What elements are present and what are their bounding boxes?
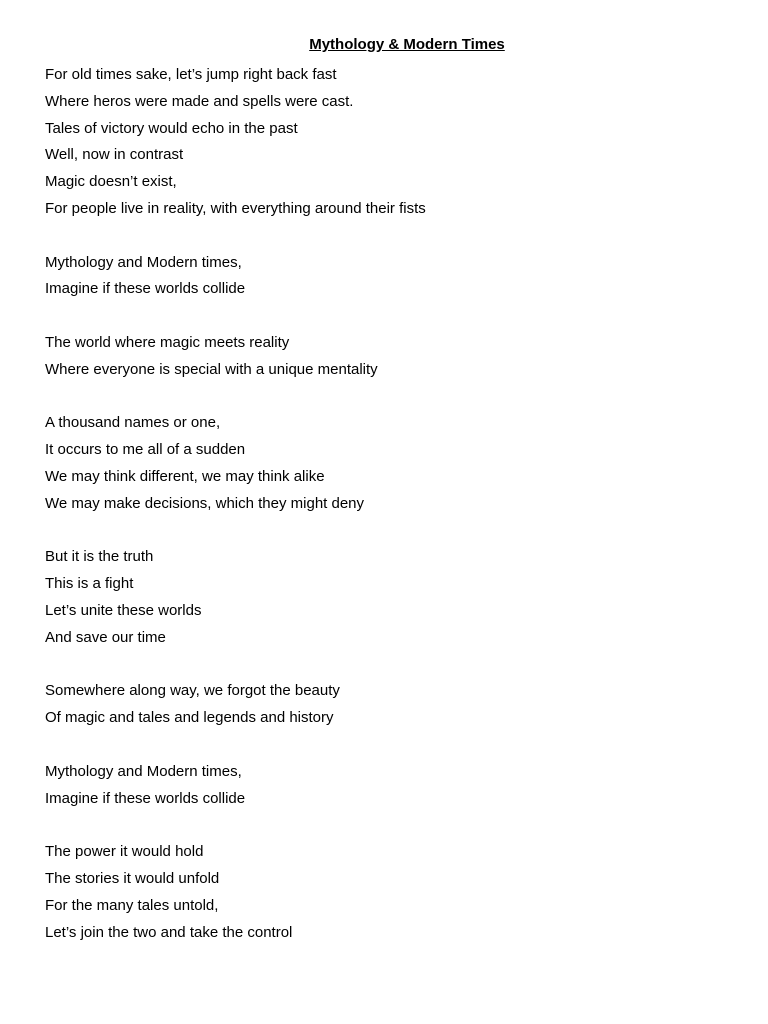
poem-line: Imagine if these worlds collide (45, 789, 246, 807)
poem-line: But it is the truth (45, 548, 154, 566)
poem-line: The power it would hold (45, 843, 204, 861)
poem-line: Tales of victory would echo in the past (45, 119, 298, 137)
poem-title: Mythology & Modern Times (309, 36, 505, 53)
poem-line: It occurs to me all of a sudden (45, 441, 246, 459)
poem-line: A thousand names or one, (45, 414, 221, 432)
stanza-break (45, 384, 735, 411)
poem-line: Where heros were made and spells were cast. (45, 92, 354, 110)
poem-line: Let’s unite these worlds (45, 601, 202, 619)
poem-line: The stories it would unfold (45, 869, 220, 887)
stanza-break (45, 518, 735, 545)
stanza-3 (45, 330, 735, 384)
poem-line: For people live in reality, with everything around their fists (45, 199, 426, 217)
poem-line: Mythology and Modern times, (45, 253, 242, 271)
poem-line: The world where magic meets reality (45, 333, 290, 351)
poem-body (45, 62, 735, 946)
stanza-1 (45, 62, 735, 223)
poem-line: And save our time (45, 628, 166, 646)
stanza-2 (45, 250, 735, 304)
poem-line: Mythology and Modern times, (45, 762, 242, 780)
poem-line: Where everyone is special with a unique mentality (45, 360, 378, 378)
stanza-7 (45, 759, 735, 813)
stanza-4 (45, 410, 735, 517)
stanza-break (45, 223, 735, 250)
stanza-6 (45, 678, 735, 732)
poem-line: Well, now in contrast (45, 146, 184, 164)
poem-line: We may make decisions, which they might deny (45, 494, 365, 512)
poem-line: Of magic and tales and legends and history (45, 709, 334, 727)
poem-line: Magic doesn’t exist, (45, 173, 177, 191)
stanza-break (45, 812, 735, 839)
poem-line: Imagine if these worlds collide (45, 280, 246, 298)
poem-line: This is a fight (45, 575, 134, 593)
stanza-break (45, 652, 735, 679)
stanza-break (45, 303, 735, 330)
poem-line: For the many tales untold, (45, 896, 219, 914)
stanza-8 (45, 839, 735, 946)
poem-line: For old times sake, let’s jump right back fast (45, 66, 337, 83)
poem-line: We may think different, we may think alike (45, 467, 325, 485)
stanza-break (45, 732, 735, 759)
stanza-5 (45, 544, 735, 651)
poem-line: Somewhere along way, we forgot the beauty (45, 682, 340, 700)
poem-line: Let’s join the two and take the control (45, 923, 293, 941)
